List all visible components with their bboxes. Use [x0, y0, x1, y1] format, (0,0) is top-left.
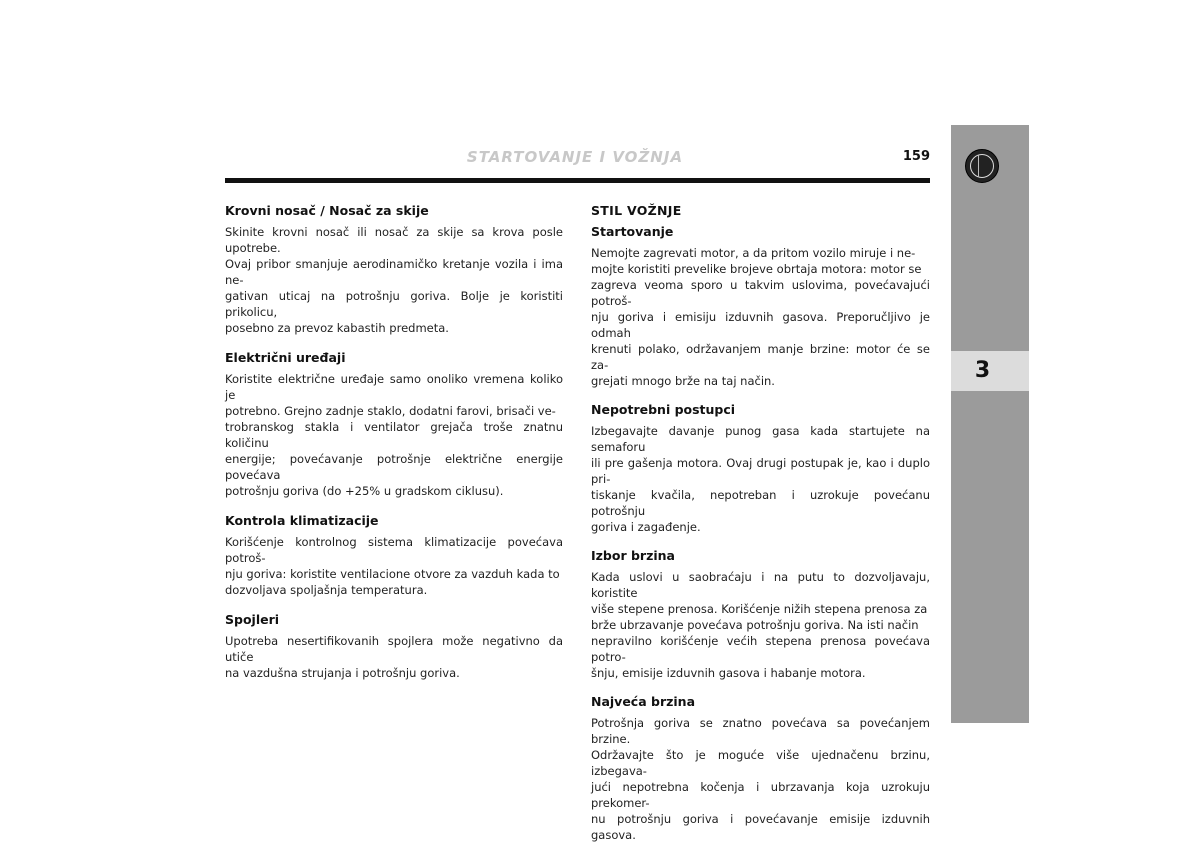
- section-roof-rack: [225, 203, 563, 336]
- section-title: Nepotrebni postupci: [591, 402, 736, 417]
- section-text: Izbegavajte davanje punog gasa kada startujete na semaforu ili pre gašenja motora. Ovaj drugi postupak je, kao i duplo pri- tiskanje kvačila, nepotreban i uzrokuje povećanu potrošnju goriva i zagađenje.: [591, 424, 930, 534]
- section-gear-selection: [591, 548, 930, 681]
- section-text: Potrošnja goriva se znatno povećava sa povećanjem brzine. Održavajte što je moguće više ujednačenu brzinu, izbegava- jući nepotrebna kočenja i ubrzavanja koja uzrokuju prekomer- nu potrošnju goriva i povećavanje emisije izduvnih gasova.: [591, 716, 930, 842]
- left-column: [225, 203, 563, 695]
- section-text: Kada uslovi u saobraćaju i na putu to dozvoljavaju, koristite više stepene prenosa. Korišćenje nižih stepena prenosa za brže ubrzavanje povećava potrošnju goriva. Na isti način nepravilno korišćenje većih stepena prenosa povećava potro- šnju, emisije izduvnih gasova i habanje motora.: [591, 570, 930, 680]
- section-text: Koristite električne uređaje samo onoliko vremena koliko je potrebno. Grejno zadnje staklo, dodatni farovi, brisači ve- trobranskog stakla i ventilator grejača troše znatnu količinu energije; povećavanje potrošnje električne energije povećava potrošnju goriva (do +25% u gradskom ciklusu).: [225, 372, 563, 498]
- chapter-header-title: STARTOVANJE I VOŽNJA: [466, 148, 684, 166]
- alfa-romeo-logo-icon: [965, 149, 999, 183]
- section-unnecessary-actions: [591, 402, 930, 535]
- page-number: 159: [902, 149, 930, 164]
- section-text: Nemojte zagrevati motor, a da pritom vozilo miruje i ne- mojte koristiti prevelike brojeve obrtaja motora: motor se zagreva veoma sporo u takvim uslovima, povećavajući potroš- nju goriva i emisiju izduvnih gasova. Preporučljivo je odmah krenuti polako, održavanjem manje brzine: motor će se za- grejati mnogo brže na taj način.: [591, 246, 930, 388]
- section-climate-control: [225, 513, 563, 598]
- header-rule: [225, 178, 930, 183]
- main-section-title: STIL VOŽNJE: [591, 203, 682, 218]
- section-electrical-devices: [225, 350, 563, 499]
- section-text: Korišćenje kontrolnog sistema klimatizacije povećava potroš- nju goriva: koristite ventilacione otvore za vazduh kada to dozvoljava spoljašnja temperatura.: [225, 535, 563, 597]
- section-text: Skinite krovni nosač ili nosač za skije sa krova posle upotrebe. Ovaj pribor smanjuje aerodinamičko kretanje vozila i ima ne- gativan uticaj na potrošnju goriva. Bolje je koristiti prikolicu, posebno za prevoz kabastih predmeta.: [225, 225, 563, 335]
- logo-inner-ring: [970, 154, 994, 178]
- right-column: [591, 203, 930, 856]
- logo-divider: [978, 155, 979, 177]
- section-title: Kontrola klimatizacije: [225, 513, 379, 528]
- chapter-side-tab: [951, 125, 1029, 723]
- section-starting: [591, 224, 930, 389]
- chapter-number: 3: [974, 358, 991, 383]
- section-title: Spojleri: [225, 612, 280, 627]
- section-maximum-speed: [591, 694, 930, 843]
- section-text: Upotreba nesertifikovanih spojlera može negativno da utiče na vazdušna strujanja i potrošnju goriva.: [225, 634, 563, 680]
- section-title: Krovni nosač / Nosač za skije: [225, 203, 429, 218]
- section-title: Najveća brzina: [591, 694, 696, 709]
- section-spoilers: [225, 612, 563, 681]
- section-title: Startovanje: [591, 224, 674, 239]
- section-title: Električni uređaji: [225, 350, 346, 365]
- section-title: Izbor brzina: [591, 548, 675, 563]
